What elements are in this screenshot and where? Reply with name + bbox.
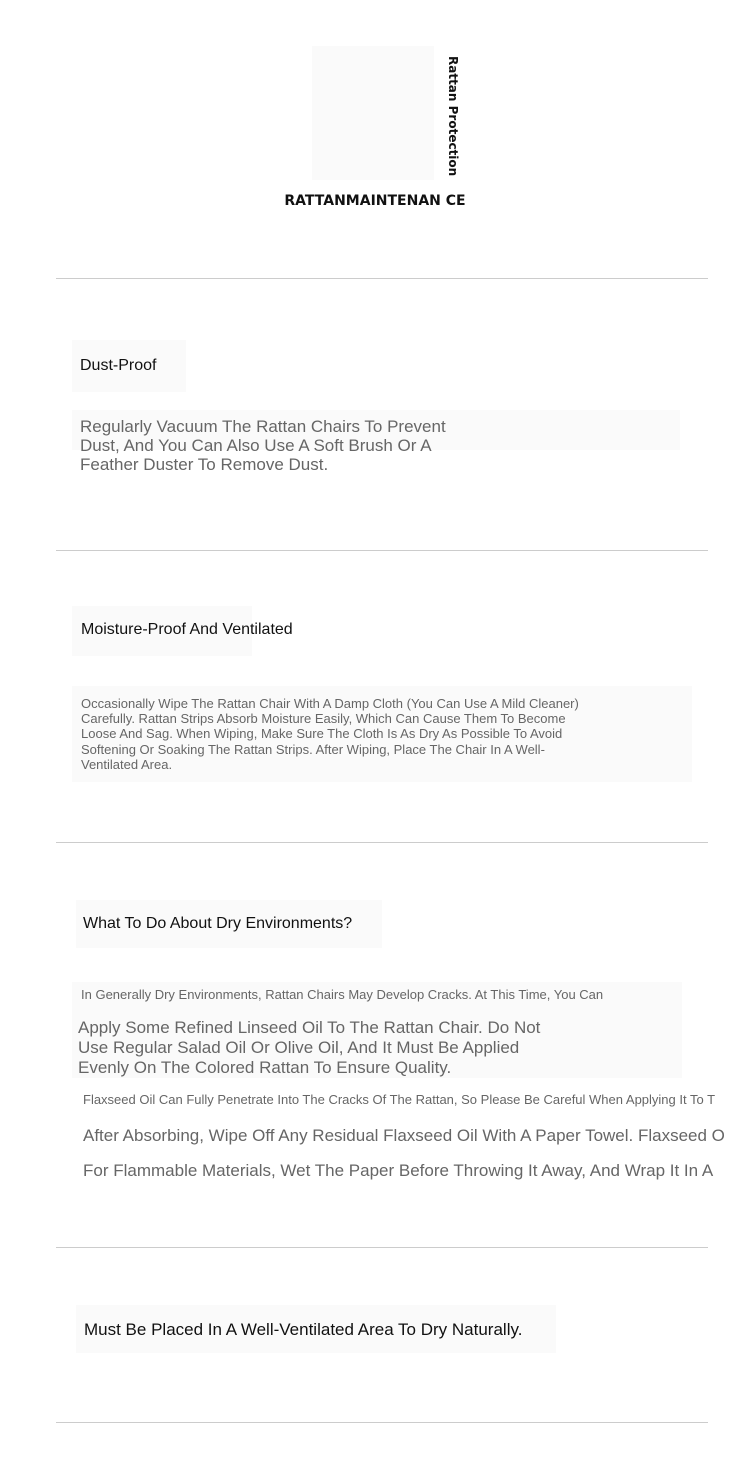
logo-placeholder xyxy=(312,46,434,180)
body-line: After Absorbing, Wipe Off Any Residual Flaxseed Oil With A Paper Towel. Flaxseed O xyxy=(83,1126,725,1145)
divider xyxy=(56,550,708,551)
body-line: For Flammable Materials, Wet The Paper Before Throwing It Away, And Wrap It In A xyxy=(83,1161,714,1180)
divider xyxy=(56,1247,708,1248)
divider xyxy=(56,1422,708,1423)
section-body-moisture-proof: Occasionally Wipe The Rattan Chair With A Damp Cloth (You Can Use A Mild Cleaner) Carefully. Rattan Strips Absorb Moisture Easily, Which Can Cause Them To Become Loose And Sag. When Wiping, Make Sure The Cloth Is As Dry As Possible To Avoid Softening Or Soaking The Rattan Strips. After Wiping, Place The Chair In A Well-Ventilated Area. xyxy=(81,696,579,772)
body-paragraph: Apply Some Refined Linseed Oil To The Rattan Chair. Do Not Use Regular Salad Oil Or Olive Oil, And It Must Be Applied Evenly On The Colored Rattan To Ensure Quality. xyxy=(78,1018,541,1077)
vertical-brand-label: Rattan Protection xyxy=(446,56,460,177)
body-line: In Generally Dry Environments, Rattan Chairs May Develop Cracks. At This Time, You Can xyxy=(81,987,604,1002)
section-heading-moisture-proof: Moisture-Proof And Ventilated xyxy=(81,621,293,638)
body-line: Flaxseed Oil Can Fully Penetrate Into The Cracks Of The Rattan, So Please Be Careful When Applying It To T xyxy=(83,1092,716,1107)
page-title: RATTANMAINTENAN CE xyxy=(284,193,466,209)
divider xyxy=(56,278,708,279)
section-heading-ventilated-drying: Must Be Placed In A Well-Ventilated Area To Dry Naturally. xyxy=(84,1320,523,1339)
divider xyxy=(56,842,708,843)
section-heading-dry-environments: What To Do About Dry Environments? xyxy=(83,915,353,932)
section-body-dust-proof: Regularly Vacuum The Rattan Chairs To Prevent Dust, And You Can Also Use A Soft Brush Or A Feather Duster To Remove Dust. xyxy=(80,417,446,474)
section-heading-dust-proof: Dust-Proof xyxy=(80,357,157,374)
